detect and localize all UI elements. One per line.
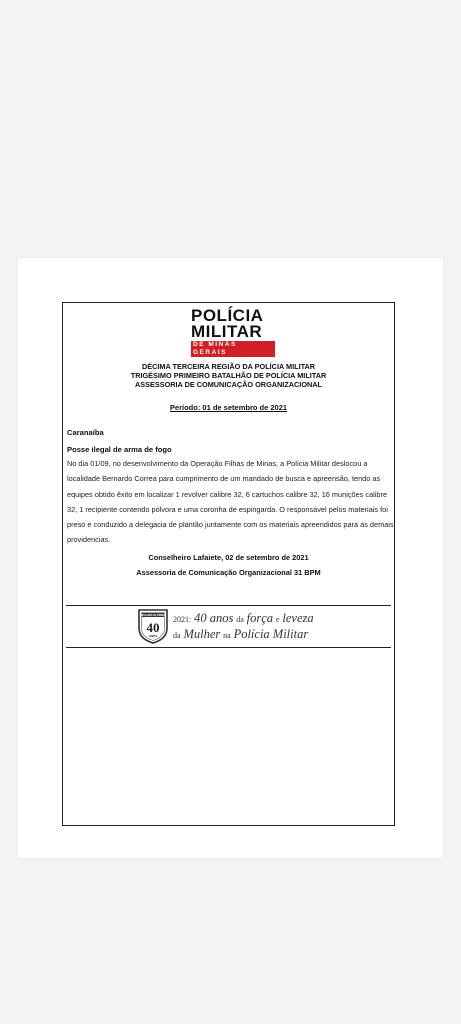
document-header — [63, 362, 394, 389]
signature-block — [63, 550, 394, 580]
signature-org: Assessoria de Comunicação Organizacional 31 BPM — [136, 568, 321, 577]
anniversary-slogan — [173, 611, 373, 643]
report-subject: Posse ilegal de arma de fogo — [67, 445, 172, 454]
slogan-part-1: 40 anos — [194, 611, 234, 625]
divider-top — [66, 605, 391, 606]
report-period: Período: 01 de setembro de 2021 — [169, 403, 288, 412]
signature-place-date: Conselheiro Lafaiete, 02 de setembro de 2021 — [148, 553, 309, 562]
slogan-year: 2021: — [173, 615, 192, 624]
document-frame — [62, 302, 395, 826]
slogan-part-4: e — [275, 615, 280, 624]
slogan-part-5: leveza — [282, 611, 314, 625]
badge-bottom-text: ANOS — [148, 634, 158, 638]
logo-line-1: POLÍCIA — [191, 306, 264, 325]
document-page — [18, 258, 443, 858]
badge-top-text: MULHER NA PMMG — [140, 614, 166, 618]
anniversary-badge-icon — [136, 608, 170, 644]
header-line-3: ASSESSORIA DE COMUNICAÇÃO ORGANIZACIONAL — [134, 380, 323, 389]
slogan-part-9: Polícia Militar — [233, 627, 309, 641]
slogan-part-3: força — [246, 611, 274, 625]
logo-line-3: DE MINAS GERAIS — [191, 341, 275, 357]
report-city: Caranaíba — [67, 428, 104, 437]
header-line-1: DÉCIMA TERCEIRA REGIÃO DA POLÍCIA MILITAR — [141, 362, 316, 371]
report-body: No dia 01/09, no desenvolvimento da Operação Filhas de Minas, a Polícia Militar deslocou a localidade Bernardo Correa para cumprimento de um mandado de busca e apreensão, tendo as equipes obtido êxito em localizar 1 revolver calibre 32, 6 cartuchos calibre 32, 16 munições calibre 32, 1 recipiente contendo pólvora e uma coronha de espingarda. O responsável pelos materiais foi preso e conduzido a delegacia de plantão juntamente com os materiais apreendidos para as demais providencias. — [67, 459, 394, 545]
pmmg-logo — [191, 308, 275, 359]
logo-line-2: MILITAR — [191, 322, 263, 341]
divider-bottom — [66, 647, 391, 648]
slogan-part-8: na — [223, 631, 231, 640]
header-line-2: TRIGÉSIMO PRIMEIRO BATALHÃO DE POLÍCIA MILITAR — [130, 371, 327, 380]
slogan-part-6: da — [173, 631, 181, 640]
slogan-part-7: Mulher — [183, 627, 221, 641]
badge-number: 40 — [146, 620, 160, 635]
slogan-part-2: da — [236, 615, 244, 624]
